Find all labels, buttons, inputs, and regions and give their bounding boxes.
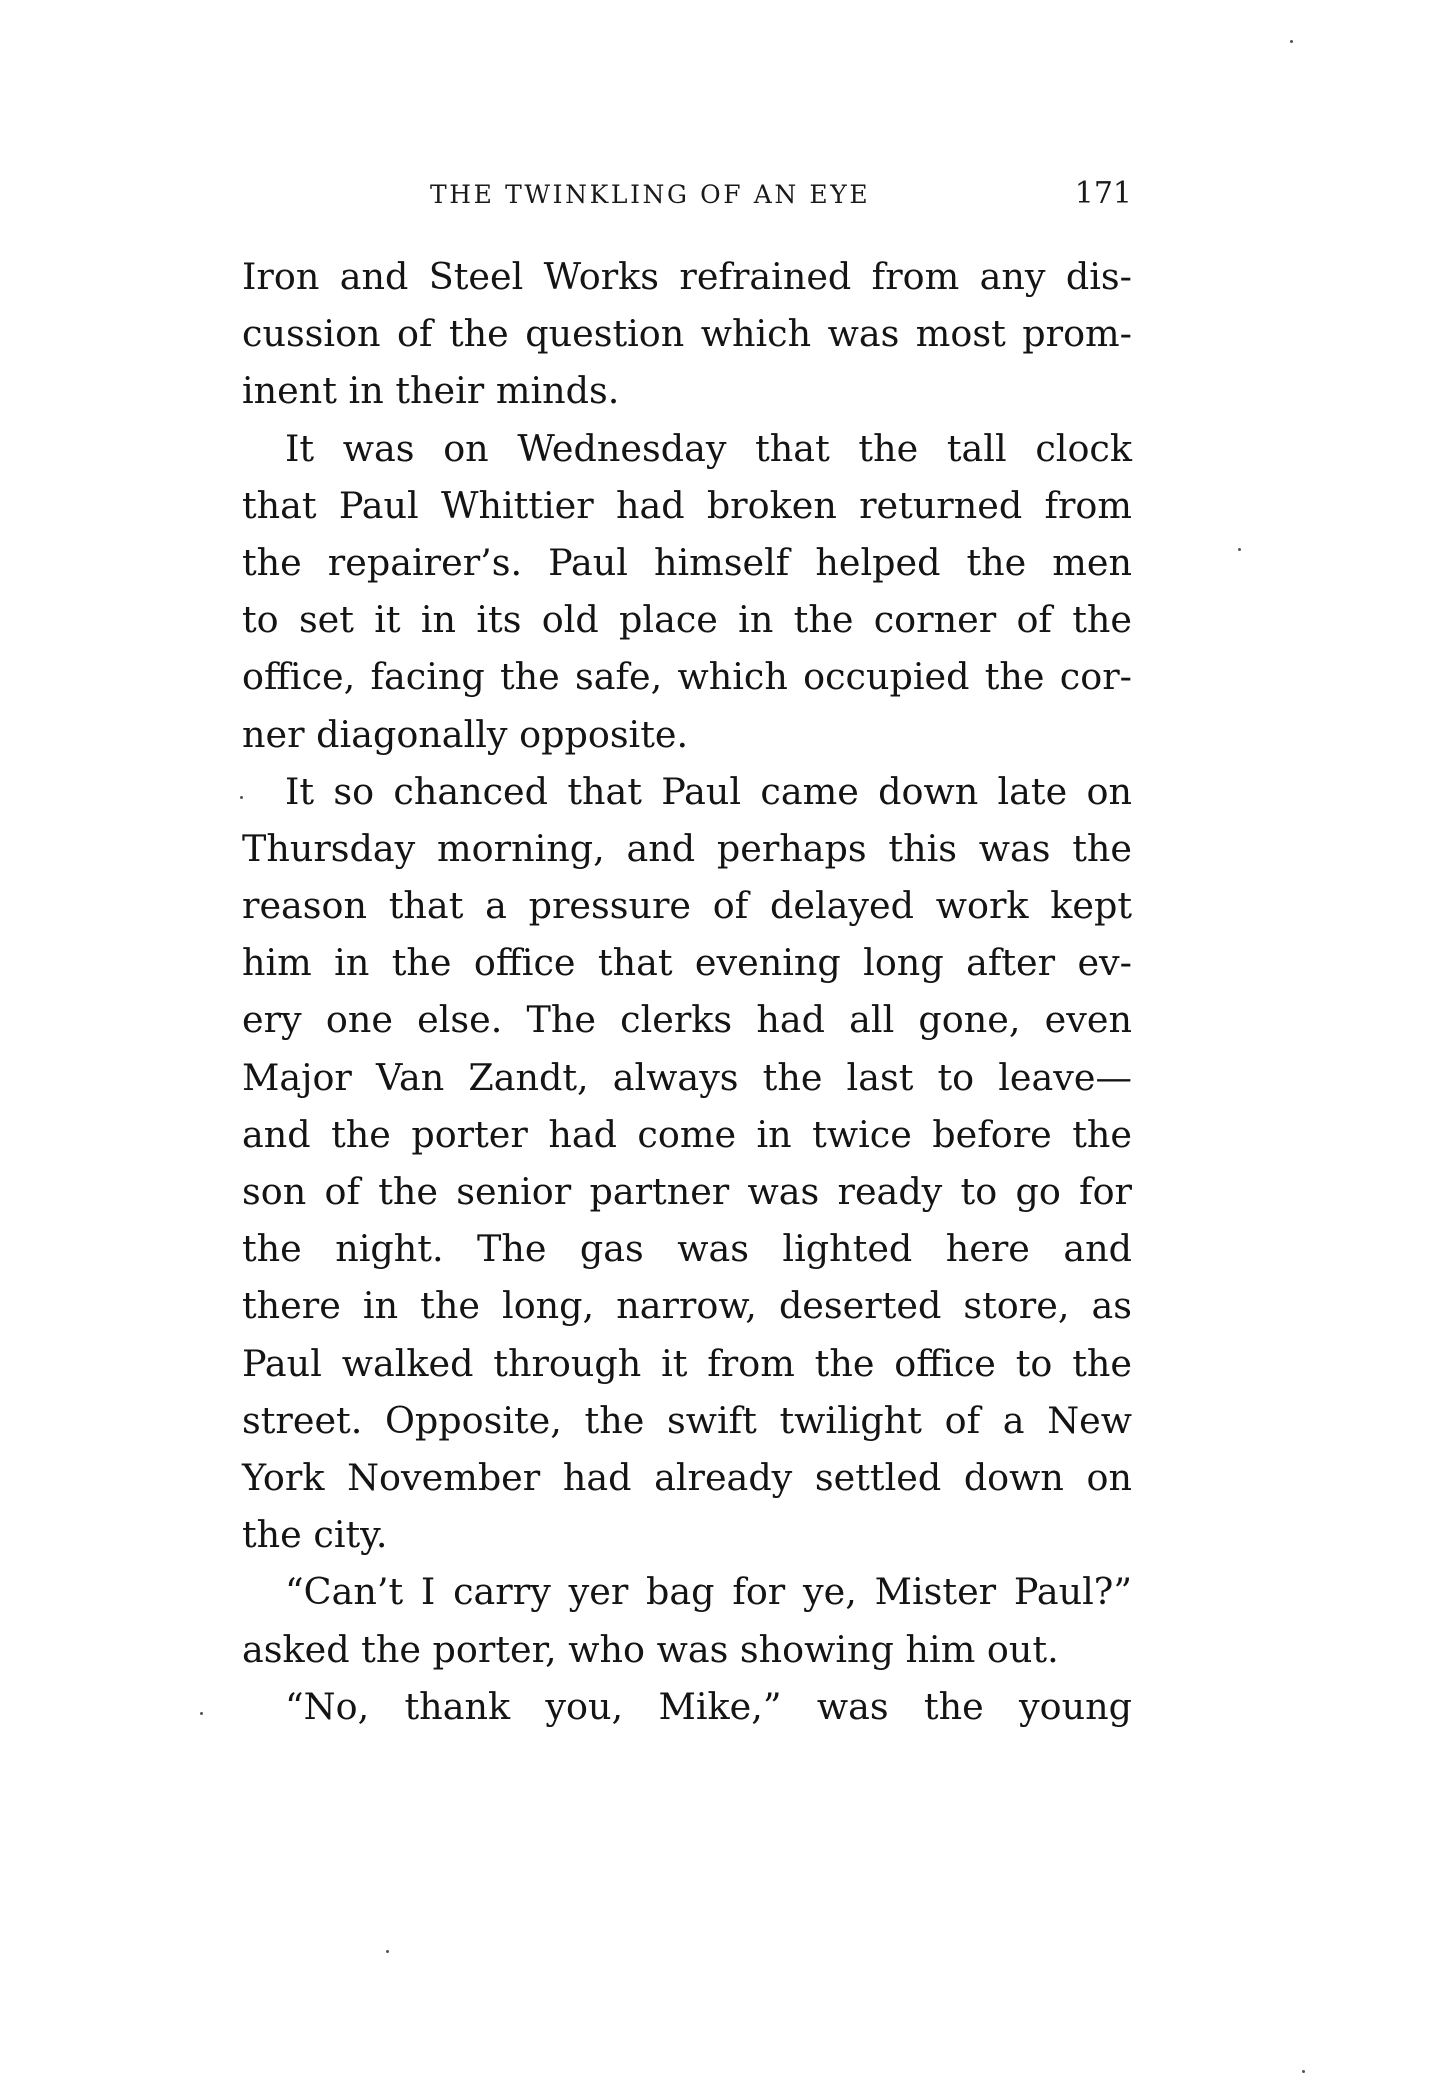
paper-speck xyxy=(386,1950,389,1953)
running-title: THE TWINKLING OF AN EYE xyxy=(430,180,871,209)
text-line: ery one else. The clerks had all gone, even xyxy=(242,998,1132,1042)
text-line: “No, thank you, Mike,” was the young xyxy=(285,1684,1132,1728)
running-head xyxy=(242,176,1132,216)
text-line: the city. xyxy=(242,1513,388,1557)
paper-speck xyxy=(1290,40,1293,43)
text-line: him in the office that evening long after ev- xyxy=(242,941,1132,985)
paper-speck xyxy=(240,796,243,799)
text-line: the repairer’s. Paul himself helped the men xyxy=(242,540,1132,584)
text-line: Thursday morning, and perhaps this was the xyxy=(242,826,1132,870)
text-line: office, facing the safe, which occupied the cor- xyxy=(242,655,1132,699)
text-line: “Can’t I carry yer bag for ye, Mister Paul?” xyxy=(285,1570,1132,1614)
text-line: there in the long, narrow, deserted store, as xyxy=(242,1284,1132,1328)
text-line: Major Van Zandt, always the last to leave— xyxy=(242,1055,1132,1099)
paper-speck xyxy=(1238,548,1241,551)
text-line: Paul walked through it from the office to the xyxy=(242,1341,1132,1385)
text-line: cussion of the question which was most prom- xyxy=(242,312,1132,356)
text-line: inent in their minds. xyxy=(242,369,620,413)
text-line: to set it in its old place in the corner of the xyxy=(242,598,1132,642)
text-line: the night. The gas was lighted here and xyxy=(242,1227,1132,1271)
text-line: reason that a pressure of delayed work kept xyxy=(242,884,1132,928)
text-line: son of the senior partner was ready to go for xyxy=(242,1170,1132,1213)
text-line: street. Opposite, the swift twilight of a New xyxy=(242,1398,1132,1442)
text-line: It was on Wednesday that the tall clock xyxy=(285,426,1132,470)
body-text xyxy=(242,248,1132,1735)
page-number: 171 xyxy=(1074,176,1132,211)
paper-speck xyxy=(200,1712,203,1715)
text-line: Iron and Steel Works refrained from any dis- xyxy=(242,255,1132,298)
text-line: that Paul Whittier had broken returned from xyxy=(242,483,1132,527)
text-line: asked the porter, who was showing him out. xyxy=(242,1627,1059,1671)
text-line: and the porter had come in twice before the xyxy=(242,1112,1132,1156)
text-line: It so chanced that Paul came down late on xyxy=(285,769,1132,813)
paper-speck xyxy=(1302,2070,1305,2073)
text-line: ner diagonally opposite. xyxy=(242,712,689,756)
text-line: York November had already settled down on xyxy=(242,1455,1132,1499)
